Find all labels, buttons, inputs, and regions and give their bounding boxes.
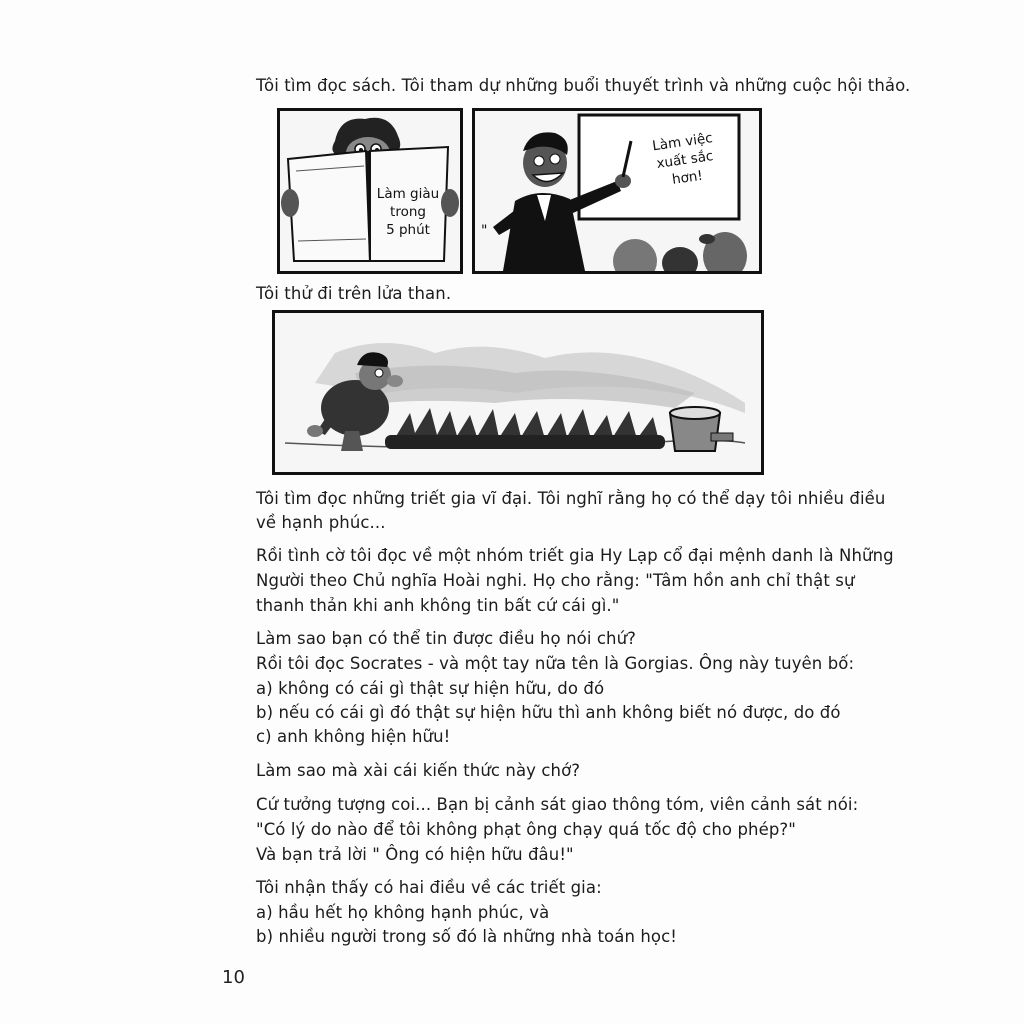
comic-panel-book xyxy=(277,108,463,274)
paragraph-line: Rồi tình cờ tôi đọc về một nhóm triết gia Hy Lạp cổ đại mệnh danh là Những xyxy=(256,546,894,565)
book-cover-line: trong xyxy=(390,204,426,221)
paragraph-line: Người theo Chủ nghĩa Hoài nghi. Họ cho rằng: "Tâm hồn anh chỉ thật sự xyxy=(256,571,855,590)
comic-panel-firewalk xyxy=(272,310,764,475)
paragraph-line: a) hầu hết họ không hạnh phúc, và xyxy=(256,903,550,922)
paragraph-line: b) nếu có cái gì đó thật sự hiện hữu thì anh không biết nó được, do đó xyxy=(256,703,841,722)
paragraph-line: Rồi tôi đọc Socrates - và một tay nữa tên là Gorgias. Ông này tuyên bố: xyxy=(256,654,855,673)
paragraph-line: b) nhiều người trong số đó là những nhà toán học! xyxy=(256,927,678,946)
paragraph-line: c) anh không hiện hữu! xyxy=(256,727,451,746)
book-cover-line: 5 phút xyxy=(386,222,430,239)
page-number: 10 xyxy=(222,967,245,988)
paragraph-line: về hạnh phúc... xyxy=(256,513,386,532)
svg-text:": " xyxy=(481,223,488,239)
paragraph-line: Làm sao mà xài cái kiến thức này chớ? xyxy=(256,761,581,780)
paragraph-line: a) không có cái gì thật sự hiện hữu, do đó xyxy=(256,679,605,698)
whiteboard-line: hơn! xyxy=(671,168,704,189)
comic-panel-lecture xyxy=(472,108,762,274)
paragraph-line: Tôi nhận thấy có hai điều về các triết gia: xyxy=(256,878,602,897)
firewalk-line: Tôi thử đi trên lửa than. xyxy=(256,284,452,303)
book-cover-title xyxy=(368,185,448,240)
paragraph-line: "Có lý do nào để tôi không phạt ông chạy quá tốc độ cho phép?" xyxy=(256,820,796,839)
paragraph-line: Tôi tìm đọc những triết gia vĩ đại. Tôi nghĩ rằng họ có thể dạy tôi nhiều điều xyxy=(256,489,886,508)
whiteboard-text xyxy=(642,128,729,193)
whiteboard-line: xuất sắc xyxy=(655,148,715,173)
intro-line: Tôi tìm đọc sách. Tôi tham dự những buổi thuyết trình và những cuộc hội thảo. xyxy=(256,76,911,95)
paragraph-line: Và bạn trả lời " Ông có hiện hữu đâu!" xyxy=(256,845,574,864)
paragraph-line: Làm sao bạn có thể tin được điều họ nói chứ? xyxy=(256,629,637,648)
firewalk-illustration xyxy=(275,313,761,472)
book-cover-line: Làm giàu xyxy=(376,186,440,202)
paragraph-line: Cứ tưởng tượng coi... Bạn bị cảnh sát giao thông tóm, viên cảnh sát nói: xyxy=(256,795,859,814)
whiteboard-line: Làm việc xyxy=(651,130,714,155)
paragraph-line: thanh thản khi anh không tin bất cứ cái gì." xyxy=(256,596,620,615)
